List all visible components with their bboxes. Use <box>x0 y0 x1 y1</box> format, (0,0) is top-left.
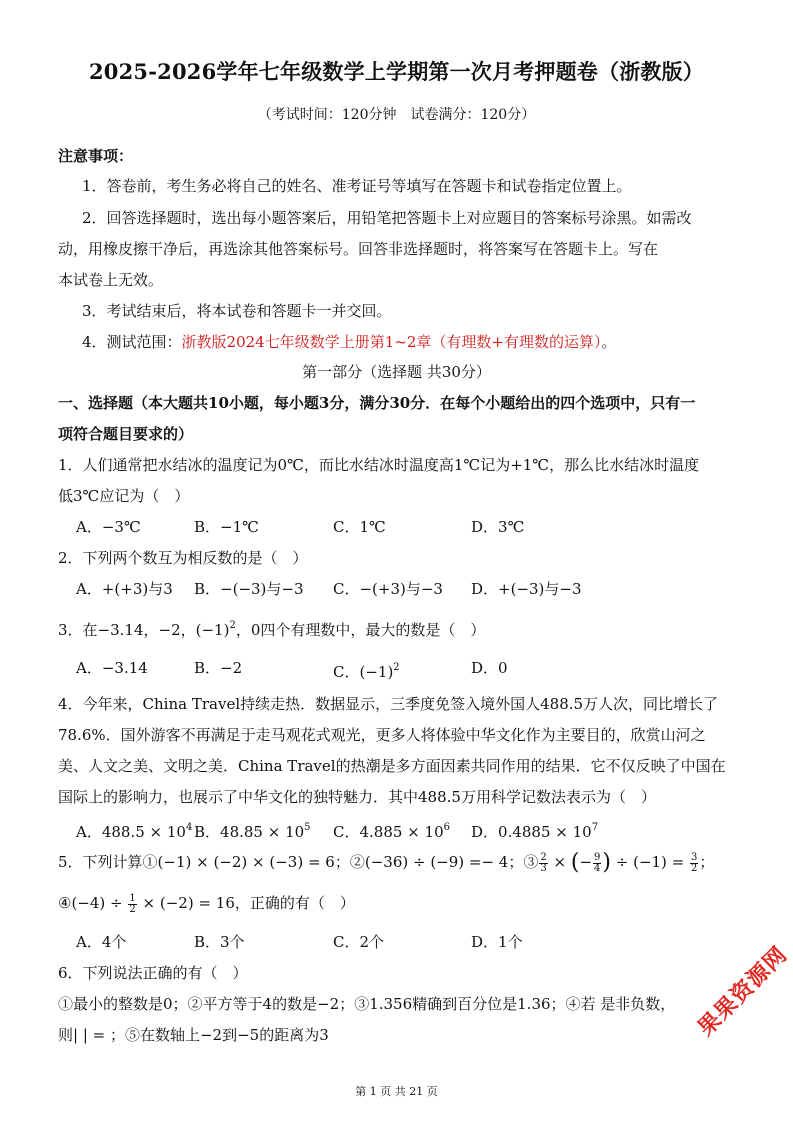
q4-stem-line-4: 国际上的影响力，也展示了中华文化的独特魅力．其中488.5万用科学记数法表示为（ ） <box>58 788 656 806</box>
q4-option-d-exponent: 7 <box>591 822 599 833</box>
q5-fraction-2-3-den: 3 <box>540 862 547 874</box>
q3-option-c <box>333 658 400 682</box>
q5-part-1: 5．下列计算①(−1) × (−2) × (−3) = 6；②(−36) ÷ (−9) =− 4；③ <box>58 853 539 871</box>
section-heading-line-1: 一、选择题（本大题共10小题，每小题3分，满分30分．在每个小题给出的四个选项中，只有一 <box>58 394 696 412</box>
q4-option-a-base: A．488.5 × 10 <box>76 823 186 841</box>
q5-option-b: B．3个 <box>194 933 245 951</box>
q5-fraction-3-2 <box>690 853 698 874</box>
q5-option-c: C．2个 <box>333 933 385 951</box>
q3-option-c-base: C．(−1) <box>333 663 394 681</box>
q6-stem: 6．下列说法正确的有（ ） <box>58 964 248 982</box>
q5-fraction-3-2-num: 3 <box>691 851 698 863</box>
q5-part-5: ； <box>699 853 715 871</box>
page-number: 第 1 页 共 21 页 <box>355 1085 438 1098</box>
q3-stem-part-1: 3．在−3.14，−2，(−1) <box>58 621 230 639</box>
q4-option-b-base: B．48.85 × 10 <box>194 823 305 841</box>
q5-option-a: A．4个 <box>76 933 127 951</box>
q4-stem-line-2: 78.6%．国外游客不再满足于走马观花式观光，更多人将体验中华文化作为主要目的，欣赏山河之 <box>58 726 706 744</box>
notice-item-2-line-1: 2．回答选择题时，选出每小题答案后，用铅笔把答题卡上对应题目的答案标号涂黑。如需改 <box>82 209 692 227</box>
notice-item-4-suffix: 。 <box>601 333 617 351</box>
notice-item-4-prefix: 4．测试范围： <box>82 333 182 351</box>
q5-line-2-part-2: × (−2) = 16，正确的有（ ） <box>137 894 355 912</box>
q4-stem-line-1: 4．今年来，China Travel持续走热．数据显示，三季度免签入境外国人488.5万人次，同比增长了 <box>58 695 719 713</box>
part-heading: 第一部分（选择题 共30分） <box>302 363 491 381</box>
q5-fraction-2-3 <box>539 853 547 874</box>
q3-stem <box>58 616 485 640</box>
q3-option-a: A．−3.14 <box>76 659 148 677</box>
q1-option-b: B．−1℃ <box>194 518 259 536</box>
q4-option-c-base: C．4.885 × 10 <box>333 823 444 841</box>
notice-item-1: 1．答卷前，考生务必将自己的姓名、准考证号等填写在答题卡和试卷指定位置上。 <box>82 177 632 195</box>
q5-option-d: D．1个 <box>471 933 523 951</box>
notice-item-2-line-2: 动，用橡皮擦干净后，再选涂其他答案标号。回答非选择题时，将答案写在答题卡上。写在 <box>58 240 659 258</box>
q5-fraction-9-4 <box>593 853 601 874</box>
q5-fraction-1-2-den: 2 <box>129 903 136 915</box>
q3-stem-exponent: 2 <box>229 620 236 631</box>
q5-fraction-1-2 <box>128 894 136 915</box>
q1-option-c: C．1℃ <box>333 518 386 536</box>
q2-option-b: B．−(−3)与−3 <box>194 580 304 598</box>
q2-option-c: C．−(+3)与−3 <box>333 580 443 598</box>
section-heading-line-2: 项符合题目要求的） <box>58 425 194 443</box>
q3-option-c-exponent: 2 <box>393 662 400 673</box>
q4-option-c-exponent: 6 <box>443 822 450 833</box>
q5-part-3: − <box>579 853 593 871</box>
watermark-stamp: 果果资源网 <box>693 942 793 1042</box>
q3-stem-part-2: ，0四个有理数中，最大的数是（ ） <box>235 621 486 639</box>
notice-item-2-line-3: 本试卷上无效。 <box>58 271 164 289</box>
q5-fraction-1-2-num: 1 <box>129 892 136 904</box>
q4-option-d-base: D．0.4885 × 10 <box>471 823 592 841</box>
q5-part-4: ÷ (−1) = <box>610 853 690 871</box>
q5-part-2: × <box>548 853 571 871</box>
q5-close-paren: ) <box>602 850 611 875</box>
q5-fraction-9-4-den: 4 <box>594 862 601 874</box>
q5-open-paren: ( <box>570 850 580 875</box>
q6-statements-line-1: ①最小的整数是0；②平方等于4的数是−2；③1.356精确到百分位是1.36；④若 是非负数， <box>58 995 676 1013</box>
q1-option-d: D．3℃ <box>471 518 525 536</box>
q3-option-b: B．−2 <box>194 659 243 677</box>
notice-heading: 注意事项： <box>58 147 134 165</box>
q3-option-d: D．0 <box>471 659 508 677</box>
q2-option-d: D．+(−3)与−3 <box>471 580 582 598</box>
q4-option-a-exponent: 4 <box>185 822 193 833</box>
q4-option-c <box>333 818 450 842</box>
q2-option-a: A．+(+3)与3 <box>76 580 173 598</box>
q5-fraction-2-3-num: 2 <box>540 851 547 863</box>
q5-stem-line-2 <box>58 893 355 915</box>
q5-fraction-3-2-den: 2 <box>691 862 698 874</box>
q2-stem: 2．下列两个数互为相反数的是（ ） <box>58 549 308 567</box>
notice-item-4 <box>82 332 616 352</box>
q4-stem-line-3: 美、人文之美、文明之美．China Travel的热潮是多方面因素共同作用的结果．它不仅反映了中国在 <box>58 757 726 775</box>
q1-stem-line-2: 低3℃应记为（ ） <box>58 487 190 505</box>
q5-fraction-9-4-num: 9 <box>594 851 601 863</box>
exam-info: （考试时间：120分钟 试卷满分：120分） <box>257 107 536 123</box>
q1-stem-line-1: 1．人们通常把水结冰的温度记为0℃，而比水结冰时温度高1℃记为+1℃，那么比水结冰时温度 <box>58 456 700 474</box>
q5-line-2-part-1: ④(−4) ÷ <box>58 894 128 912</box>
test-scope: 浙教版2024七年级数学上册第1~2章（有理数+有理数的运算） <box>181 333 602 351</box>
q4-option-b-exponent: 5 <box>304 822 311 833</box>
q5-stem-line-1 <box>58 852 714 874</box>
q4-option-a <box>76 818 192 842</box>
page-title: 2025-2026学年七年级数学上学期第一次月考押题卷（浙教版） <box>88 59 704 84</box>
q4-option-b <box>194 818 311 842</box>
q1-option-a: A．−3℃ <box>76 518 141 536</box>
q4-option-d <box>471 818 598 842</box>
notice-item-3: 3．考试结束后，将本试卷和答题卡一并交回。 <box>82 302 392 320</box>
q6-statements-line-2: 则| | = ；⑤在数轴上−2到−5的距离为3 <box>58 1026 329 1044</box>
